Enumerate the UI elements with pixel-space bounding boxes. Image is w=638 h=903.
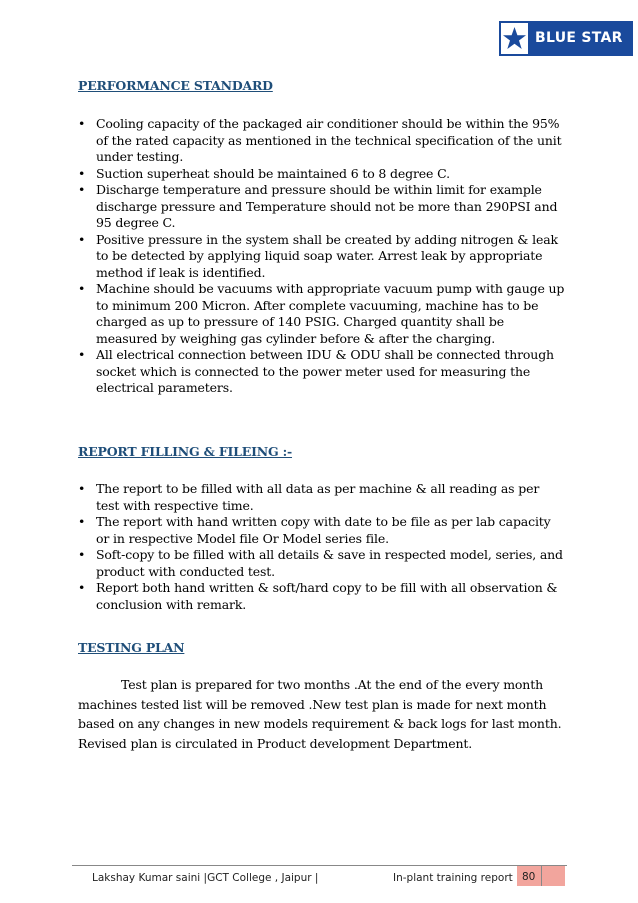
performance-list: [78, 116, 566, 397]
report-list: [78, 481, 566, 613]
list-item: • The report with hand written copy with date to be file as per lab capacity or in respective Model file Or Model series file.: [78, 514, 551, 546]
list-item: • Soft-copy to be filled with all details & save in respected model, series, and product with conducted test.: [78, 547, 563, 579]
brand-name: BLUE STAR: [535, 30, 623, 46]
testing-heading: TESTING PLAN: [78, 640, 185, 655]
report-heading: REPORT FILLING & FILEING :-: [78, 444, 293, 459]
list-item: • The report to be filled with all data as per machine & all reading as per test with respective time.: [78, 481, 540, 513]
list-item: • Report both hand written & soft/hard copy to be fill with all observation & conclusion with remark.: [78, 580, 558, 612]
footer-separator: [541, 866, 542, 886]
testing-paragraph: Test plan is prepared for two months .At the end of the every month machines tested list will be removed .New test plan is made for next month based on any changes in new models requirement & back logs for last month. Revised plan is circulated in Product development Department.: [78, 677, 562, 751]
list-item: • Suction superheat should be maintained 6 to 8 degree C.: [78, 165, 450, 181]
performance-heading: PERFORMANCE STANDARD: [78, 78, 273, 93]
star-icon: [501, 23, 528, 54]
list-item: • Cooling capacity of the packaged air conditioner should be within the 95% of the rated capacity as mentioned in the technical specification of the unit under testing.: [78, 116, 562, 164]
blue-star-logo: [499, 21, 633, 56]
footer-author: Lakshay Kumar saini |GCT College , Jaipur |: [92, 872, 319, 884]
list-item: • All electrical connection between IDU & ODU shall be connected through socket which is connected to the power meter used for measuring the electrical parameters.: [78, 347, 554, 395]
page-number: 80: [522, 871, 536, 883]
list-item: • Positive pressure in the system shall be created by adding nitrogen & leak to be detected by applying liquid soap water. Arrest leak by appropriate method if leak is identified.: [78, 231, 558, 280]
footer-report-title: In-plant training report: [393, 872, 513, 884]
footer-divider: [72, 865, 567, 866]
list-item: • Machine should be vacuums with appropriate vacuum pump with gauge up to minimum 200 Micron. After complete vacuuming, machine has to be charged as up to pressure of 140 PSIG. Charged quantity shall be measured by weighing gas cylinder before & after the charging.: [78, 281, 565, 346]
list-item: • Discharge temperature and pressure should be within limit for example discharge pressure and Temperature should not be more than 290PSI and 95 degree C.: [78, 182, 558, 230]
